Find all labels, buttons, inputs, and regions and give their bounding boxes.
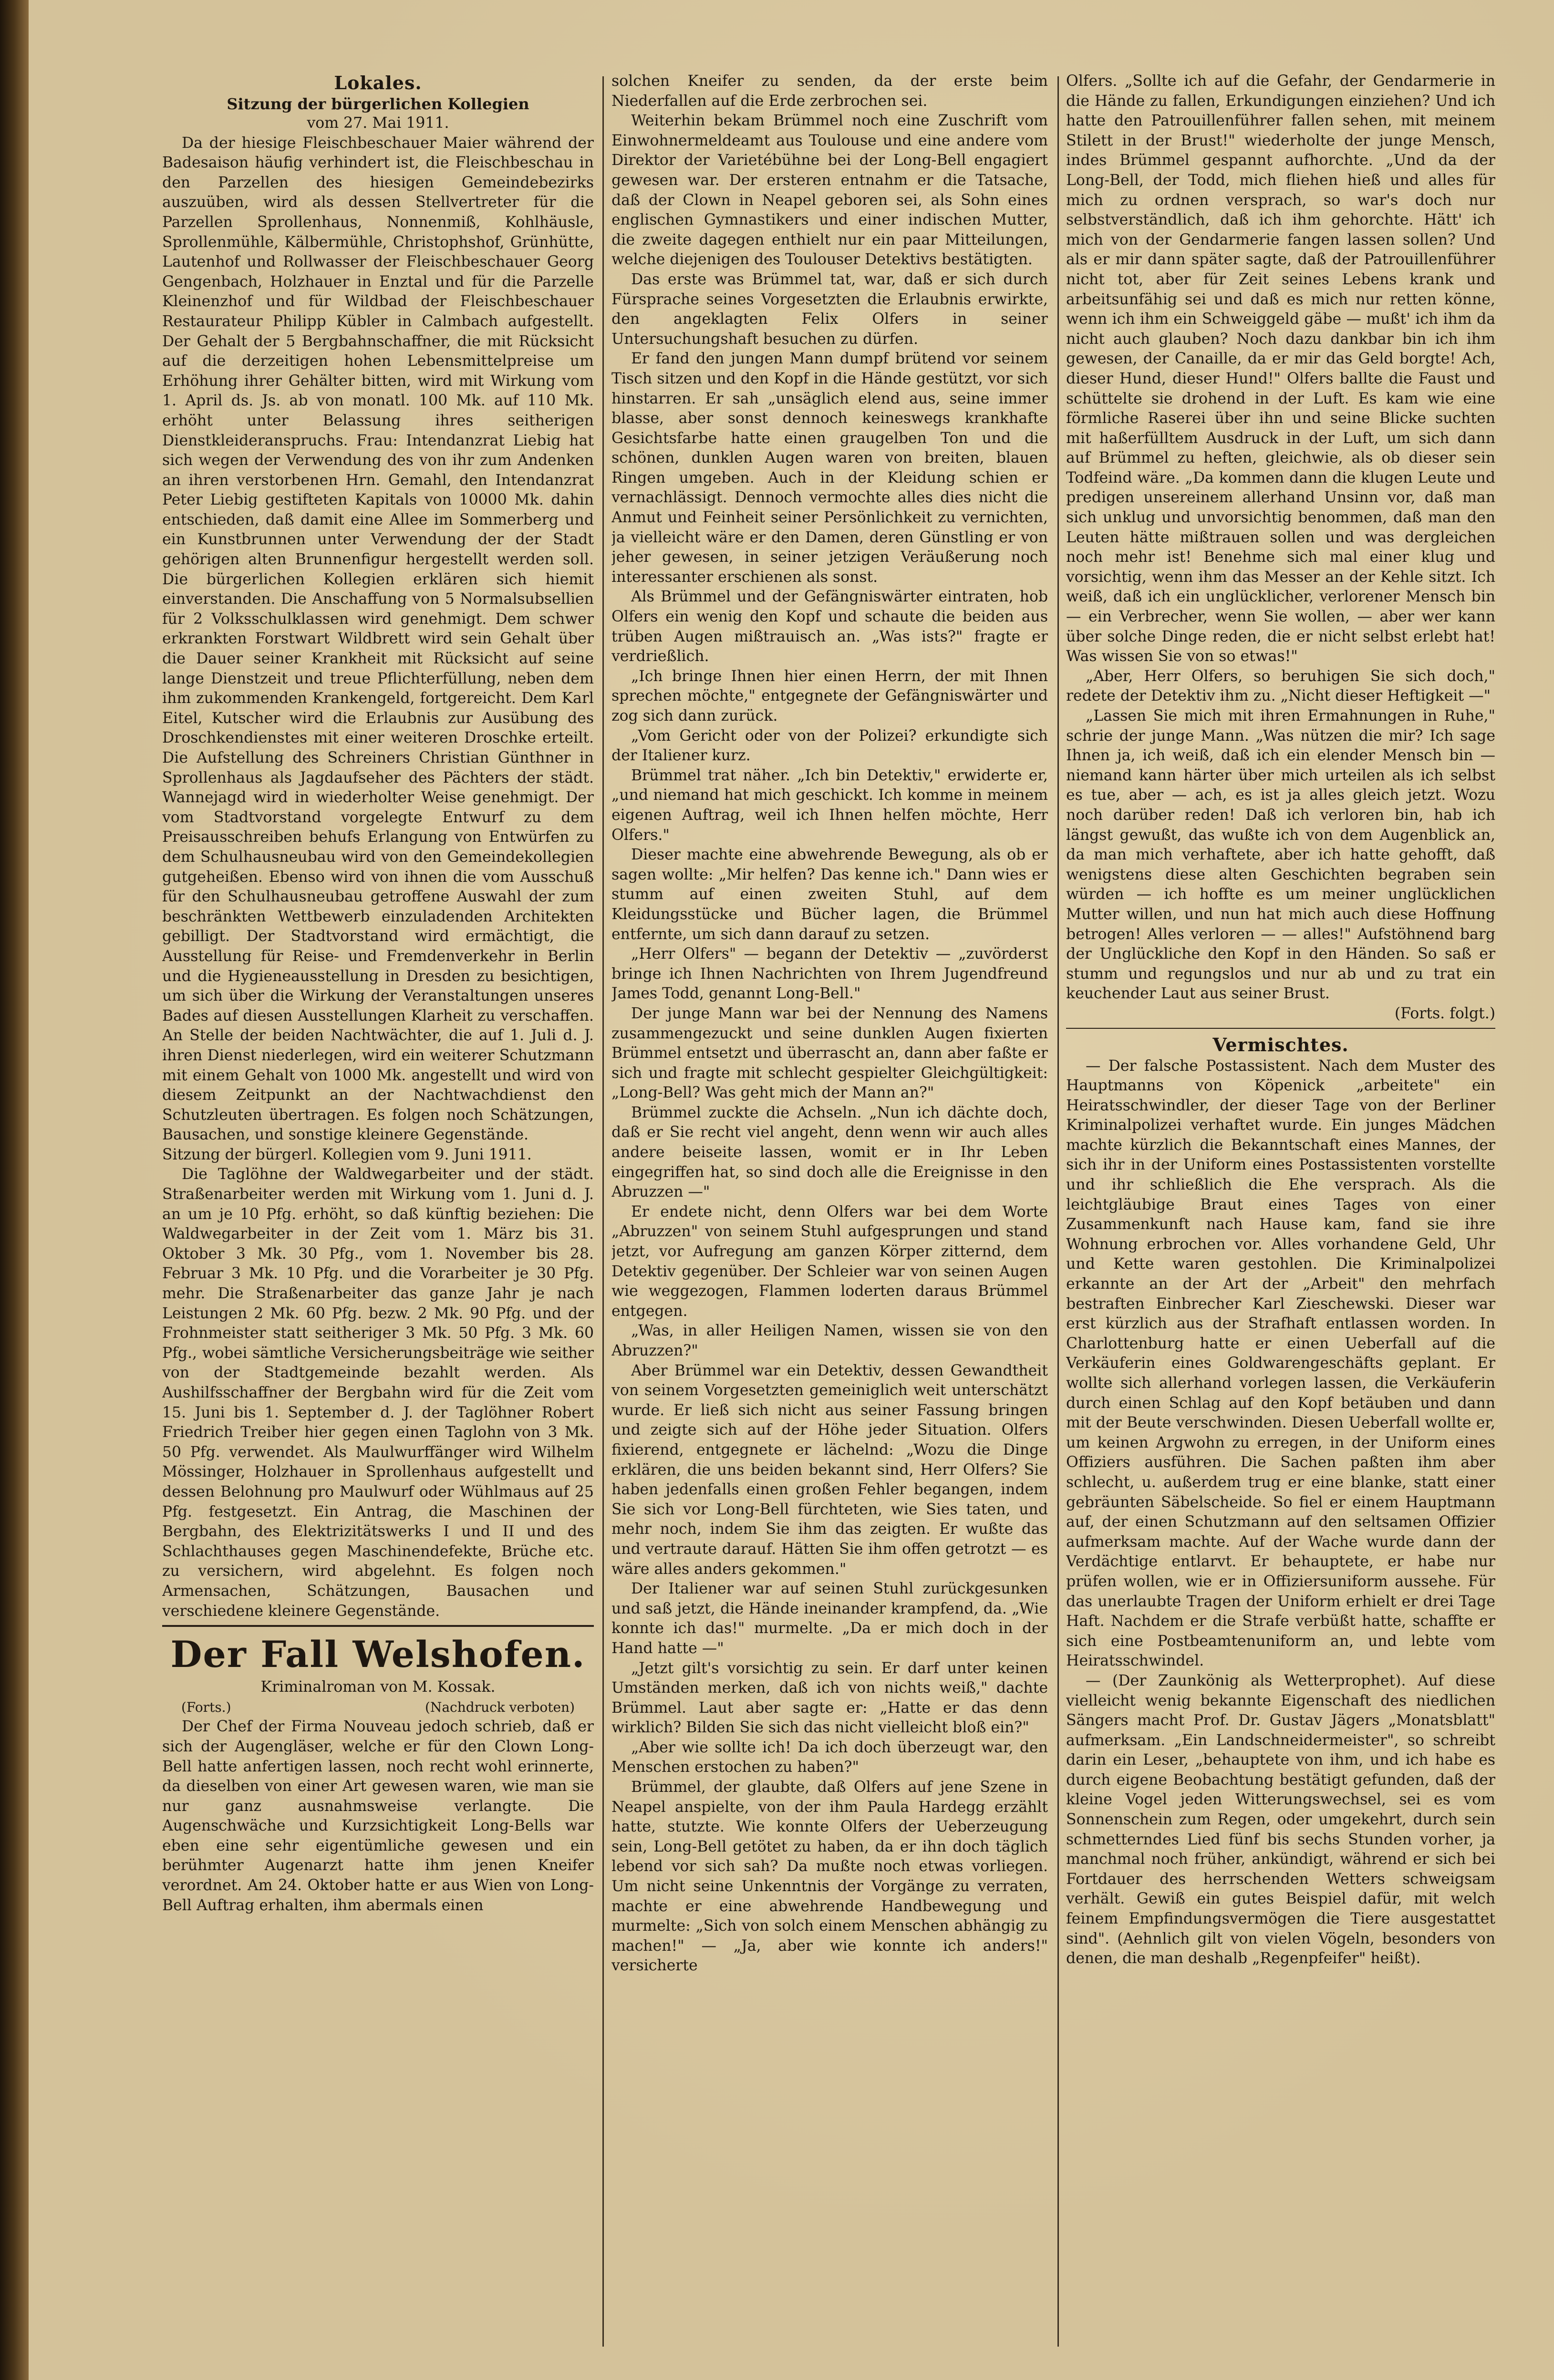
column-left (162, 72, 594, 2351)
serial-subtitle: Kriminalroman von M. Kossak. (260, 1678, 496, 1696)
session-title-2: Sitzung der bürgerl. Kollegien vom 9. Juni 1911. (162, 1146, 532, 1163)
serial-paragraph: Dieser machte eine abwehrende Bewegung, als ob er sagen wollte: „Mir helfen? Das kenne ich." Dann wies er stumm auf einen zweiten Stuhl, auf dem Kleidungsstücke und Bücher lagen, die Brümmel entfernte, um sich dann darauf zu setzen. (611, 846, 1048, 943)
section-divider (1066, 1028, 1495, 1029)
serial-paragraph: Brümmel zuckte die Achseln. „Nun ich dächte doch, daß er Sie recht viel angeht, denn wenn wir auch alles andere beiseite lassen, womit er in Ihr Leben eingegriffen hat, so sind doch alle die Ereignisse in den Abruzzen —" (611, 1104, 1048, 1201)
serial-meta (162, 1697, 594, 1718)
serial-paragraph: Olfers. „Sollte ich auf die Gefahr, der Gendarmerie in die Hände zu fallen, Erkundigungen einziehen? Und ich hatte den Patrouillenführer fallen sehen, mit meinem Stilett in der Brust!" wiederholte der junge Mensch, indes Brümmel gespannt aufhorchte. „Und da der Long-Bell, der Todd, mich fliehen hieß und alles für mich zu ordnen versprach, so war's doch nur selbstverständlich, daß ich ihm gehorchte. Hätt' ich mich von der Gendarmerie fangen lassen sollen? Und als er mir dann später sagte, daß der Patrouillenführer nicht tot, aber für Zeit seines Lebens krank und arbeitsunfähig sei und daß es mich nur retten könne, wenn ich ihm ein Schweiggeld gäbe — mußt' ich ihm da nicht auch glauben? Noch dazu dankbar bin ich ihm gewesen, der Canaille, da er mir das Geld borgte! Ach, dieser Hund, dieser Hund!" Olfers ballte die Faust und schüttelte sie drohend in der Luft. Es kam wie eine förmliche Raserei über ihn und seine Blicke suchten mit haßerfülltem Ausdruck in der Luft, um sich dann auf Brümmel zu heften, gleichwie, als ob dieser sein Todfeind wäre. „Da kommen dann die klugen Leute und predigen unsereinem allerhand Unsinn vor, daß man sich unklug und unvorsichtig benommen, daß man den Leuten hätte mißtrauen sollen und was dergleichen noch mehr ist! Benehme sich mal einer klug und vorsichtig, wenn ihm das Messer an der Kehle sitzt. Ich weiß, daß ich ein unglücklicher, verlorener Mensch bin — ein Verbrecher, wenn Sie wollen, — aber wer kann über solche Dinge reden, die er nicht selbst erlebt hat! Was wissen Sie von so etwas!" (1066, 72, 1495, 665)
serial-paragraph: Der Italiener war auf seinen Stuhl zurückgesunken und saß jetzt, die Hände ineinander krampfend, da. „Wie konnte ich das!" murmelte. „Da er mich doch in der Hand hatte —" (611, 1580, 1048, 1657)
serial-paragraph: solchen Kneifer zu senden, da der erste beim Niederfallen auf die Erde zerbrochen sei. (611, 72, 1048, 110)
serial-paragraph: Brümmel, der glaubte, daß Olfers auf jene Szene in Neapel anspielte, von der ihm Paula Hardegg erzählt hatte, stutzte. Wie konnte Olfers der Ueberzeugung sein, Long-Bell getötet zu haben, da er ihn doch täglich lebend vor sich sah? Da mußte noch etwas vorliegen. Um nicht seine Unkenntnis der Vorgänge zu verraten, machte er eine abwehrende Handbewegung und murmelte: „Sich von solch einem Menschen abhängig zu machen!" — „Ja, aber wie konnte ich anders!" versicherte (611, 1779, 1048, 1975)
serial-to-be-continued: (Forts. folgt.) (1394, 1004, 1495, 1022)
serial-continued-note: (Forts.) (181, 1699, 231, 1715)
serial-reprint-note: (Nachdruck verboten) (425, 1699, 575, 1715)
section-heading-local: Lokales. (334, 72, 422, 93)
serial-paragraph: Der junge Mann war bei der Nennung des Namens zusammengezuckt und seine dunklen Augen fixierten Brümmel entsetzt und überrascht an, dann aber faßte er sich und fragte mit schlecht gespielter Gleichgültigkeit: „Long-Bell? Was geht mich der Mann an?" (611, 1004, 1048, 1102)
local-paragraph: Da der hiesige Fleischbeschauer Maier während der Badesaison häufig verhindert ist, die Fleischbeschau in den Parzellen des hiesigen Gemeindebezirks auszuüben, wird als dessen Stellvertreter für die Parzellen Sprollenhaus, Nonnenmiß, Kohlhäusle, Sprollenmühle, Kälbermühle, Christophshof, Grünhütte, Lautenhof und Rollwasser der Fleischbeschauer Georg Gengenbach, Holzhauer in Enztal und für die Parzelle Kleinenzhof und für Wildbad der Fleischbeschauer Restaurateur Philipp Kübler in Calmbach aufgestellt. Der Gehalt der 5 Bergbahnschaffner, die mit Rücksicht auf die derzeitigen hohen Lebensmittelpreise um Erhöhung ihrer Gehälter bitten, wird mit Wirkung vom 1. April ds. Js. ab von monatl. 100 Mk. auf 110 Mk. erhöht unter Belassung ihres seitherigen Dienstkleideranspruchs. Frau: Intendanzrat Liebig hat sich wegen der Verwendung des von ihr zum Andenken an ihren verstorbenen Hrn. Gemahl, den Intendanzrat Peter Liebig gestifteten Kapitals von 10000 Mk. dahin entschieden, daß damit eine Allee im Sommerberg und ein Kunstbrunnen unter Verwendung der der Stadt gehörigen alten Brunnenfigur hergestellt werden soll. Die bürgerlichen Kollegien erklären sich hiemit einverstanden. Die Anschaffung von 5 Normalsubsellien für 2 Volksschulklassen wird genehmigt. Dem schwer erkrankten Forstwart Wildbrett wird sein Gehalt über die Dauer seiner Krankheit mit Rücksicht auf seine lange Dienstzeit und treue Pflichterfüllung, neben dem ihm zukommenden Krankengeld, fortgereicht. Dem Karl Eitel, Kutscher wird die Erlaubnis zur Ausübung des Droschkendienstes mit einer weiteren Droschke erteilt. Die Aufstellung des Schreiners Christian Günthner in Sprollenhaus als Jagdaufseher des Pächters der städt. Wannejagd wird in wiederholter Weise genehmigt. Der vom Stadtvorstand vorgelegte Entwurf zu dem Preisausschreiben behufs Erlangung von Entwürfen zu dem Schulhausneubau wird von den Gemeindekollegien gutgeheißen. Ebenso wird von ihnen die vom Ausschuß für den Schulhausneubau getroffene Auswahl der zum beschränkten Wettbewerb einzuladenden Architekten gebilligt. Der Stadtvorstand wird ermächtigt, die Ausstellung für Reise- und Fremdenverkehr in Berlin und die Hygieneausstellung in Dresden zu besichtigen, um sich über die Wirkung der Veranstaltungen unseres Bades auf diesen Ausstellungen Klarheit zu verschaffen. An Stelle der beiden Nachtwächter, die auf 1. Juli d. J. ihren Dienst niederlegen, wird ein weiterer Schutzmann mit einem Gehalt von 1000 Mk. angestellt und wird von diesem Zeitpunkt an der Nachtwachdienst den Schutzleuten übertragen. Es folgen noch Schätzungen, Bausachen, und sonstige kleinere Gegenstände. (162, 134, 594, 1144)
serial-paragraph: „Jetzt gilt's vorsichtig zu sein. Er darf unter keinen Umständen merken, daß ich von nichts weiß," dachte Brümmel. Laut aber sagte er: „Hatte er das denn wirklich? Bilden Sie sich das nicht vielleicht bloß ein?" (611, 1659, 1048, 1737)
serial-paragraph: Weiterhin bekam Brümmel noch eine Zuschrift vom Einwohnermeldeamt aus Toulouse und eine andere vom Direktor der Varietébühne bei der Long-Bell engagiert gewesen war. Der ersteren entnahm er die Tatsache, daß der Clown in Neapel geboren sei, als Sohn eines englischen Gymnastikers und einer indischen Mutter, die zweite dagegen enthielt nur ein paar Mitteilungen, welche diejenigen des Toulouser Detektivs bestätigten. (611, 112, 1048, 269)
serial-paragraph: „Herr Olfers" — begann der Detektiv — „zuvörderst bringe ich Ihnen Nachrichten von Ihrem Jugendfreund James Todd, genannt Long-Bell." (611, 945, 1048, 1003)
misc-paragraph: — Der falsche Postassistent. Nach dem Muster des Hauptmanns von Köpenick „arbeitete" ein Heiratsschwindler, der dieser Tage von der Berliner Kriminalpolizei verhaftet wurde. Ein junges Mädchen machte kürzlich die Bekanntschaft eines Mannes, der sich ihr in der Uniform eines Postassistenten vorstellte und ihr schließlich die Ehe versprach. Als die leichtgläubige Braut eines Tages von einer Zusammenkunft nach Hause kam, fand sie ihre Wohnung erbrochen vor. Alles vorhandene Geld, Uhr und Kette waren gestohlen. Die Kriminalpolizei erkannte an der Art der „Arbeit" den mehrfach bestraften Einbrecher Karl Zieschewski. Dieser war erst kürzlich aus der Strafhaft entlassen worden. In Charlottenburg hatte er einen Ueberfall auf die Verkäuferin eines Goldwarengeschäfts geplant. Er wollte sich allerhand vorlegen lassen, die Verkäuferin durch einen Schlag auf den Kopf betäuben und dann mit der Beute verschwinden. Diesen Ueberfall wollte er, um keinen Argwohn zu erregen, in der Uniform eines Offiziers ausführen. Die Sachen paßten ihm aber schlecht, u. außerdem trug er eine blanke, statt einer gebräunten Säbelscheide. So fiel er einem Hauptmann auf, der einen Schutzmann auf den seltsamen Offizier aufmerksam machte. Auf der Wache wurde dann der Verdächtige entlarvt. Er behauptete, er habe nur prüfen wollen, wie er in Offiziersuniform aussehe. Für das unerlaubte Tragen der Uniform erhielt er drei Tage Haft. Nachdem er die Strafe verbüßt hatte, schaffte er sich eine Postbeamtenuniform an, und lebte vom Heiratsschwindel. (1066, 1057, 1495, 1670)
serial-paragraph: „Lassen Sie mich mit ihren Ermahnungen in Ruhe," schrie der junge Mann. „Was nützen die mir? Ich sage Ihnen ja, ich weiß, daß ich ein elender Mensch bin — niemand kann härter über mich urteilen als ich selbst es tue, aber — ach, es ist ja alles gleich jetzt. Wozu noch darüber reden! Daß ich verloren bin, hab ich längst gewußt, das wußte ich von dem Augenblick an, da man mich verhaftete, aber ich hatte gehofft, daß wenigstens diese alten Geschichten begraben sein würden — ich hoffte es um meiner unglücklichen Mutter willen, und nun hat mich auch diese Hoffnung betrogen! Alles verloren — — alles!" Aufstöhnend barg der Unglückliche den Kopf in den Händen. So saß er stumm und regungslos und nur ab und zu trat ein keuchender Laut aus seiner Brust. (1066, 707, 1495, 1003)
serial-paragraph: „Aber, Herr Olfers, so beruhigen Sie sich doch," redete der Detektiv ihm zu. „Nicht dieser Heftigkeit —" (1066, 667, 1495, 705)
book-binding-edge (0, 0, 29, 2380)
serial-paragraph: „Vom Gericht oder von der Polizei? erkundigte sich der Italiener kurz. (611, 727, 1048, 765)
serial-paragraph: Er endete nicht, denn Olfers war bei dem Worte „Abruzzen" von seinem Stuhl aufgesprungen und stand jetzt, vor Aufregung am ganzen Körper zitternd, dem Detektiv gegenüber. Der Schleier war von seinen Augen wie weggezogen, Flammen loderten daraus Brümmel entgegen. (611, 1203, 1048, 1320)
serial-title: Der Fall Welshofen. (170, 1633, 586, 1676)
column-right (1066, 72, 1495, 2351)
local-paragraph: Die Taglöhne der Waldwegarbeiter und der städt. Straßenarbeiter werden mit Wirkung vom 1. Juni d. J. an um je 10 Pfg. erhöht, so daß künftig beziehen: Die Waldwegarbeiter in der Zeit vom 1. März bis 31. Oktober 3 Mk. 30 Pfg., vom 1. November bis 28. Februar 3 Mk. 10 Pfg. und die Vorarbeiter je 30 Pfg. mehr. Die Straßenarbeiter das ganze Jahr je nach Leistungen 2 Mk. 60 Pfg. bezw. 2 Mk. 90 Pfg. und der Frohnmeister statt seitheriger 3 Mk. 50 Pfg. 3 Mk. 60 Pfg., wobei sämtliche Versicherungsbeiträge wie seither von der Stadtgemeinde bezahlt werden. Als Aushilfsschaffner der Bergbahn wird für die Zeit vom 15. Juni bis 1. September d. J. der Taglöhner Robert Friedrich Treiber hier gegen einen Taglohn von 3 Mk. 50 Pfg. verwendet. Als Maulwurffänger wird Wilhelm Mössinger, Holzhauer in Sprollenhaus aufgestellt und dessen Belohnung pro Maulwurf oder Wühlmaus auf 25 Pfg. festgesetzt. Ein Antrag, die Maschinen der Bergbahn, des Elektrizitätswerks I und II und des Schlachthauses gegen Maschinendefekte, Brüche etc. zu versichern, wird abgelehnt. Es folgen noch Armensachen, Schätzungen, Bausachen und verschiedene kleinere Gegenstände. (162, 1166, 594, 1620)
newspaper-page (29, 0, 1554, 2380)
column-rule (1057, 76, 1059, 2347)
serial-paragraph: „Aber wie sollte ich! Da ich doch überzeugt war, den Menschen erstochen zu haben?" (611, 1738, 1048, 1776)
column-middle (611, 72, 1048, 2351)
session-title: Sitzung der bürgerlichen Kollegien (227, 95, 529, 113)
serial-paragraph: Der Chef der Firma Nouveau jedoch schrieb, daß er sich der Augengläser, welche er für den Clown Long-Bell hatte anfertigen lassen, noch recht wohl erinnerte, da dieselben von einer Art gewesen waren, wie man sie nur ganz ausnahmsweise verlangte. Die Augenschwäche und Kurzsichtigkeit Long-Bells war eben eine sehr eigentümliche gewesen und ein berühmter Augenarzt hatte ihm jenen Kneifer verordnet. Am 24. Oktober hatte er aus Wien von Long-Bell Auftrag erhalten, ihm abermals einen (162, 1718, 594, 1914)
serial-paragraph: „Was, in aller Heiligen Namen, wissen sie von den Abruzzen?" (611, 1322, 1048, 1359)
session-date: vom 27. Mai 1911. (307, 114, 449, 132)
serial-paragraph: Als Brümmel und der Gefängniswärter eintraten, hob Olfers ein wenig den Kopf und schaute die beiden aus trüben Augen mißtrauisch an. „Was ists?" fragte er verdrießlich. (611, 588, 1048, 665)
serial-paragraph: Er fand den jungen Mann dumpf brütend vor seinem Tisch sitzen und den Kopf in die Hände gestützt, vor sich hinstarren. Er sah „unsäglich elend aus, seine immer blasse, aber sonst dennoch keineswegs krankhafte Gesichtsfarbe hatte einen graugelben Ton und die schönen, dunklen Augen waren von breiten, blauen Ringen umgeben. Auch in der Kleidung schien er vernachlässigt. Dennoch vermochte alles dies nicht die Anmut und Feinheit seiner Persönlichkeit zu vernichten, ja vielleicht wäre er den Damen, deren Günstling er von jeher gewesen, in seiner jetzigen Veräußerung noch interessanter erschienen als sonst. (611, 350, 1048, 586)
serial-paragraph: „Ich bringe Ihnen hier einen Herrn, der mit Ihnen sprechen möchte," entgegnete der Gefängniswärter und zog sich dann zurück. (611, 667, 1048, 724)
misc-paragraph: — (Der Zaunkönig als Wetterprophet). Auf diese vielleicht wenig bekannte Eigenschaft des niedlichen Sängers macht Prof. Dr. Gustav Jägers „Monatsblatt" aufmerksam. „Ein Landschneidermeister", so schreibt darin ein Leser, „behauptete von ihm, und ich habe es durch eigene Beobachtung bestätigt gefunden, daß der kleine Vogel jeden Witterungswechsel, sei es vom Sonnenschein zum Regen, oder umgekehrt, durch sein schmetterndes Lied fünf bis sechs Stunden vorher, ja manchmal noch früher, ankündigt, während er sich bei Fortdauer des herrschenden Wetters schweigsam verhält. Gewiß ein gutes Beispiel dafür, mit welch feinem Empfindungsvermögen die Tiere ausgestattet sind". (Aehnlich gilt von vielen Vögeln, besonders von denen, die man deshalb „Regenpfeifer" heißt). (1066, 1672, 1495, 1967)
column-rule (602, 76, 604, 2347)
serial-paragraph: Brümmel trat näher. „Ich bin Detektiv," erwiderte er, „und niemand hat mich geschickt. Ich komme in meinem eigenen Auftrag, weil ich Ihnen helfen möchte, Herr Olfers." (611, 766, 1048, 844)
serial-paragraph: Das erste was Brümmel tat, war, daß er sich durch Fürsprache seines Vorgesetzten die Erlaubnis erwirkte, den angeklagten Felix Olfers in seiner Untersuchungshaft besuchen zu dürfen. (611, 270, 1048, 348)
section-heading-misc: Vermischtes. (1212, 1034, 1349, 1055)
serial-paragraph: Aber Brümmel war ein Detektiv, dessen Gewandtheit von seinem Vorgesetzten gemeiniglich weit unterschätzt wurde. Er ließ sich nicht aus seiner Fassung bringen und zeigte sich auf der Höhe jeder Situation. Olfers fixierend, entgegnete er lächelnd: „Wozu die Dinge erklären, die uns beiden bekannt sind, Herr Olfers? Sie haben jedenfalls einen großen Fehler begangen, indem Sie sich vor Long-Bell fürchteten, wie Sies taten, und mehr noch, indem Sie ihm das zeigten. Er wußte das und vertraute darauf. Hätten Sie ihm offen getrotzt — es wäre alles anders gekommen." (611, 1362, 1048, 1578)
section-divider (162, 1625, 594, 1627)
